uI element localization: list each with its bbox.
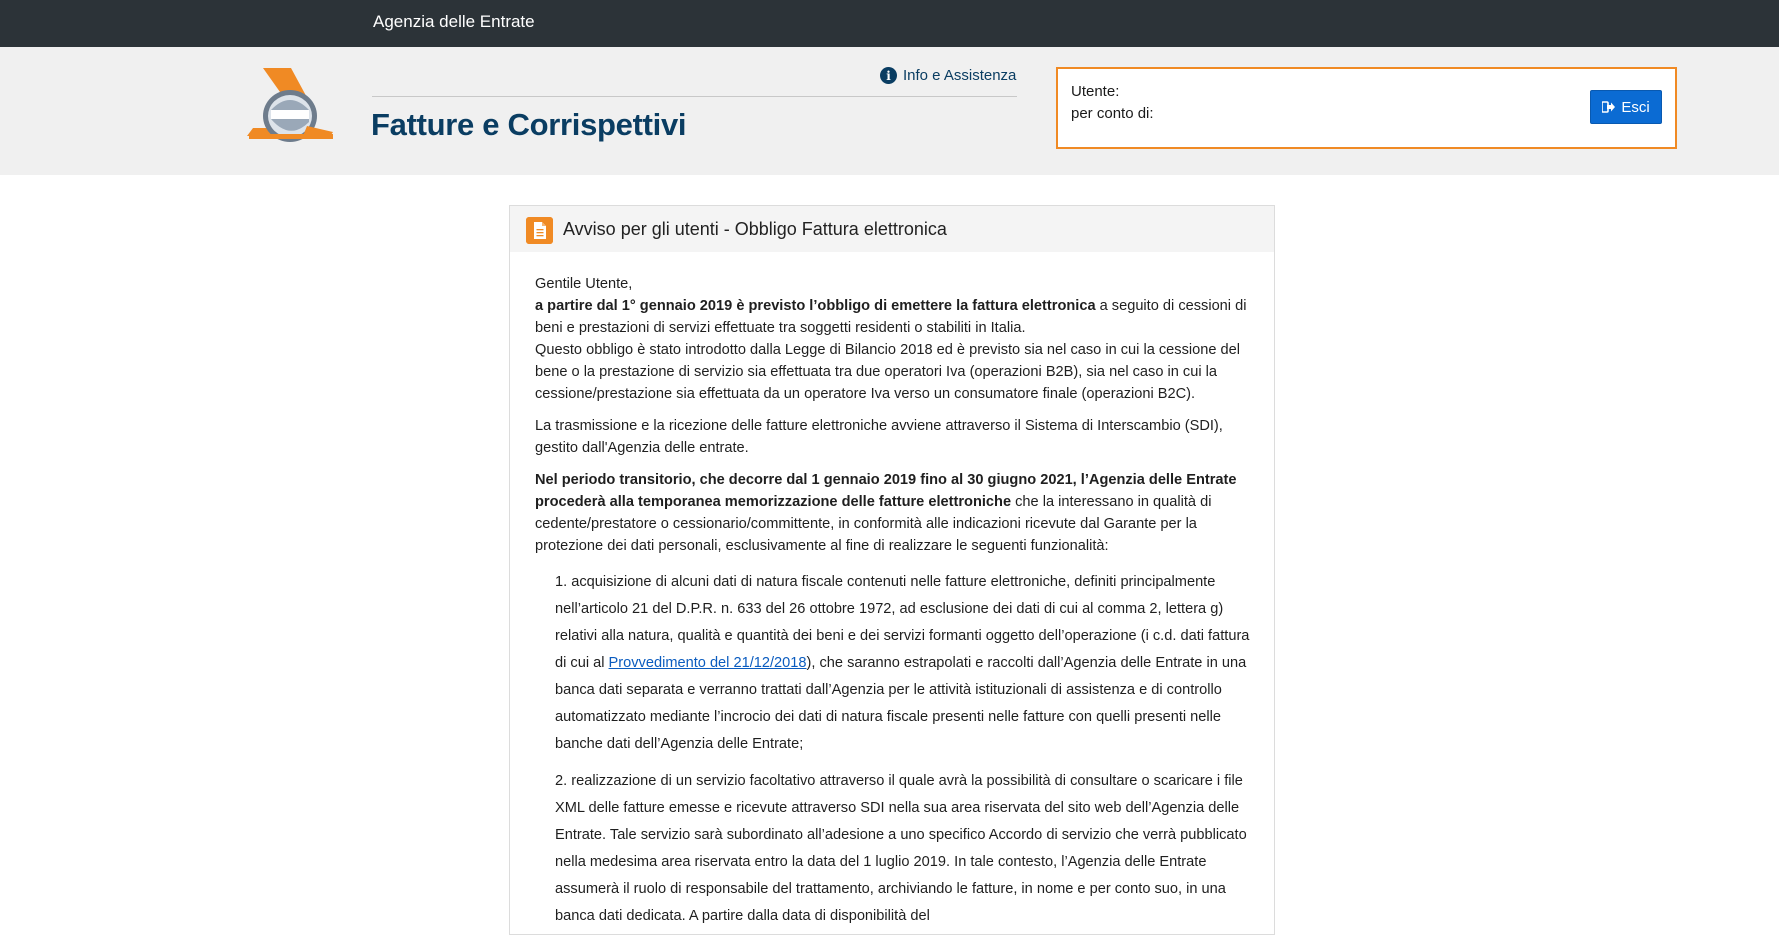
notice-paragraph — [535, 469, 1255, 557]
item1-text-a: 1. acquisizione di alcuni dati di natura fiscale contenuti nelle fatture elettroniche, definiti principalmente nell’articolo 21 del D.P.R. n. 633 del 26 ottobre 1972, ad esclusione dei dati di cui al comma 2, lettera g) relativi alla natura, qualità e quantità dei beni e dei servizi formanti oggetto dell’operazione (i c.d. dati fattura di cui al — [555, 574, 1250, 671]
notice-paragraph — [535, 415, 1255, 459]
header-divider — [372, 96, 1017, 97]
on-behalf-label: per conto di: — [1071, 105, 1154, 122]
notice-body — [535, 273, 1255, 940]
functionality-list — [535, 569, 1255, 930]
item1-text-b: ), che saranno estrapolati e raccolti dall’Agenzia delle Entrate in una banca dati separata e verranno trattati dall’Agenzia per le attività istituzionali di assistenza e di controllo automatizzato mediante l’incrocio dei dati di natura fiscale presenti nelle fatture con quelli presenti nelle banche dati dell’Agenzia delle Entrate; — [555, 655, 1247, 752]
user-label: Utente: — [1071, 83, 1120, 100]
transition-bold: Nel periodo transitorio, che decorre dal 1 gennaio 2019 fino al 30 giugno 2021, l’Agenzia delle Entrate procederà alla temporanea memorizzazione delle fatture elettroniche — [535, 472, 1237, 510]
page-title: Fatture e Corrispettivi — [371, 107, 687, 142]
obligation-text: a seguito di cessioni di beni e prestazioni di servizi effettuate tra soggetti residenti o stabiliti in Italia. — [535, 298, 1247, 336]
user-panel — [1056, 67, 1677, 149]
agenzia-entrate-logo-icon — [245, 66, 335, 144]
obligation-bold: a partire dal 1° gennaio 2019 è previsto l’obbligo di emettere la fattura elettronica — [535, 298, 1096, 314]
law-text: Questo obbligo è stato introdotto dalla Legge di Bilancio 2018 ed è previsto sia nel caso in cui la cessione del bene o la prestazione di servizio sia effettuata tra due operatori Iva (operazioni B2B), sia nel caso in cui la cessione/prestazione sia effettuata da un operatore Iva verso un consumatore finale (operazioni B2C). — [535, 342, 1241, 402]
top-bar — [0, 0, 1779, 47]
transition-text: che la interessano in qualità di cedente/prestatore o cessionario/committente, in conformità alle indicazioni ricevute dal Garante per la protezione dei dati personali, esclusivamente al fine di realizzare le seguenti funzionalità: — [535, 494, 1212, 554]
logout-label: Esci — [1621, 98, 1650, 116]
list-item — [555, 569, 1255, 758]
agency-name: Agenzia delle Entrate — [373, 12, 535, 31]
item2-text: 2. realizzazione di un servizio facoltativo attraverso il quale avrà la possibilità di consultare o scaricare i file XML delle fatture emesse e ricevute attraverso SDI nella sua area riservata del sito web dell’Agenzia delle Entrate. Tale servizio sarà subordinato all’adesione a uno specifico Accordo di servizio che verrà pubblicato nella medesima area riservata entro la data del 1 luglio 2019. In tale contesto, l’Agenzia delle Entrate assumerà il ruolo di responsabile del trattamento, archiviando le fatture, in nome e per conto suo, in una banca dati dedicata. A partire dalla data di disponibilità del — [555, 773, 1247, 924]
greeting: Gentile Utente, — [535, 276, 633, 292]
list-item — [555, 768, 1255, 930]
logout-icon — [1602, 101, 1615, 113]
info-link-label: Info e Assistenza — [903, 67, 1017, 84]
document-icon — [526, 217, 553, 244]
site-header — [0, 47, 1779, 175]
info-icon: i — [880, 67, 897, 84]
notice-paragraph — [535, 273, 1255, 405]
logout-button[interactable] — [1590, 90, 1662, 124]
sdi-text: La trasmissione e la ricezione delle fatture elettroniche avviene attraverso il Sistema di Interscambio (SDI), gestito dall'Agenzia delle entrate. — [535, 418, 1223, 456]
notice-header — [510, 206, 1274, 252]
notice-panel — [509, 205, 1275, 935]
notice-title: Avviso per gli utenti - Obbligo Fattura elettronica — [563, 219, 947, 239]
provvedimento-link[interactable]: Provvedimento del 21/12/2018 — [608, 655, 807, 671]
info-assistance-link[interactable] — [880, 67, 1016, 84]
